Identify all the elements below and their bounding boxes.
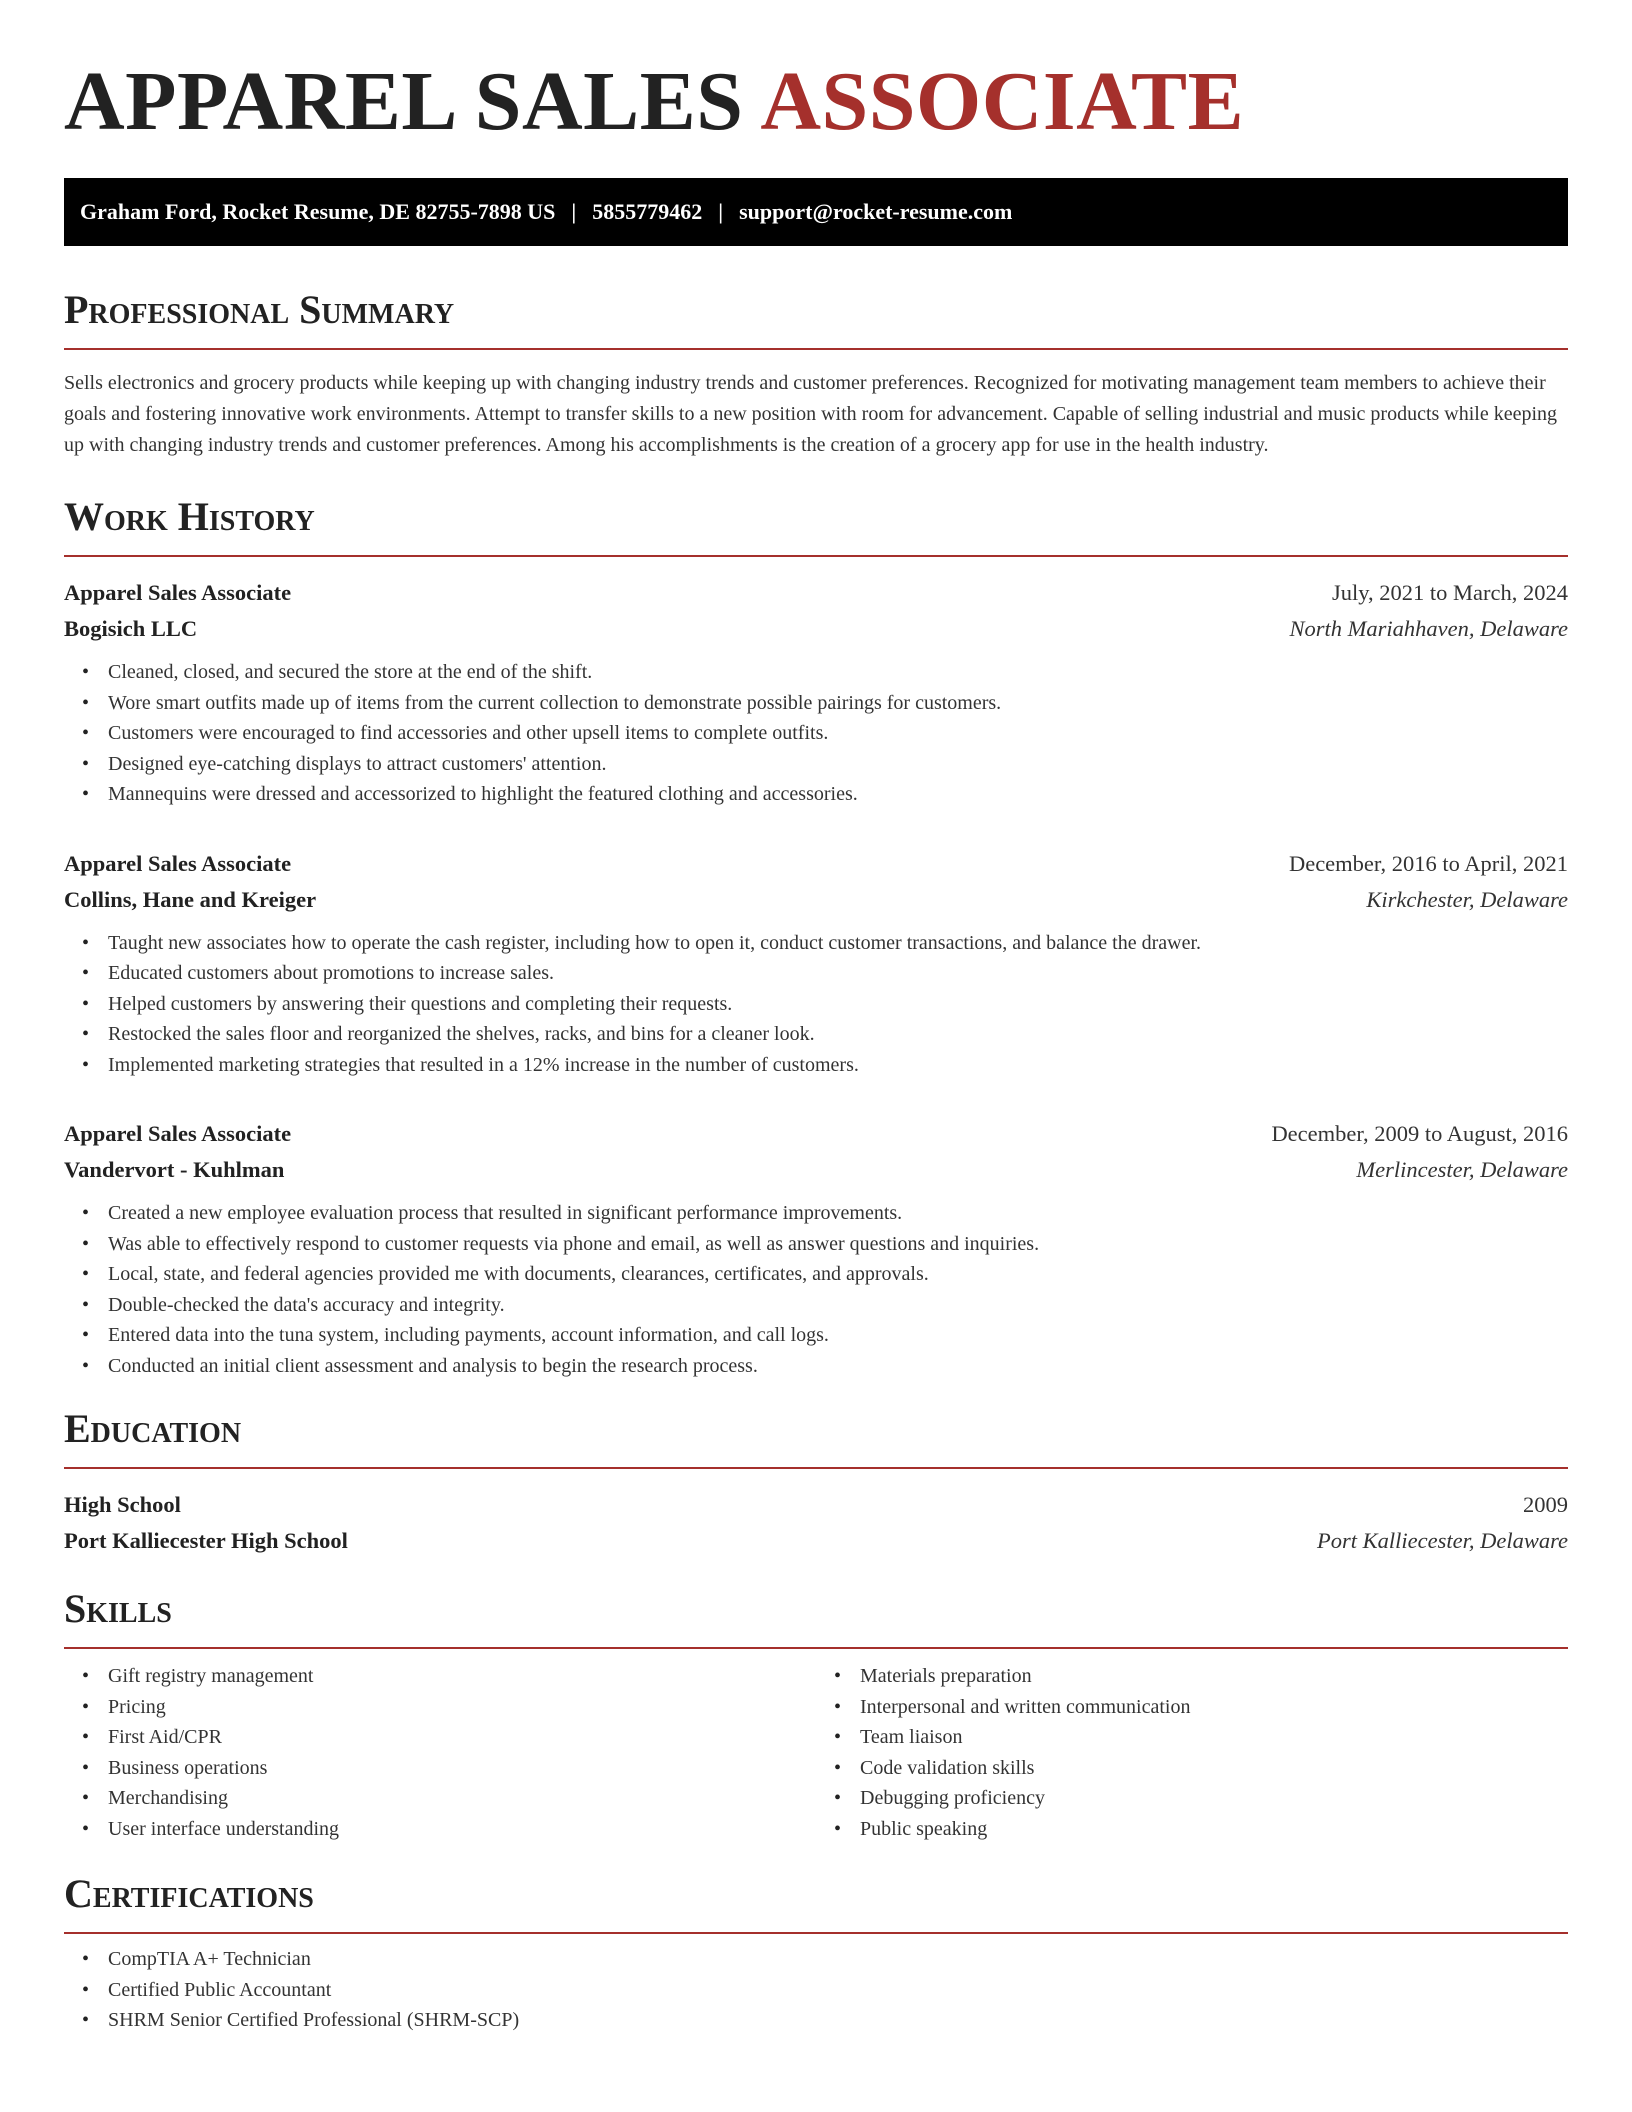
job-bullets — [64, 928, 1568, 1081]
job-entry — [64, 846, 1568, 1081]
skills-left-column — [64, 1661, 816, 1844]
skills-section — [64, 1586, 1568, 1844]
education-entry — [64, 1487, 1568, 1559]
job-bullet: • Local, state, and federal agencies provided me with documents, clearances, certificates, and approvals. — [108, 1259, 1568, 1290]
skill-item: • Pricing — [108, 1692, 816, 1723]
skills-columns — [64, 1661, 1568, 1844]
skill-item: • First Aid/CPR — [108, 1722, 816, 1753]
job-bullet: • Cleaned, closed, and secured the store at the end of the shift. — [108, 657, 1568, 688]
skill-item: • Code validation skills — [860, 1753, 1568, 1784]
title-accent: ASSOCIATE — [760, 55, 1245, 148]
education-year: 2009 — [1523, 1492, 1568, 1518]
education-section — [64, 1406, 1568, 1559]
job-bullet: • Entered data into the tuna system, including payments, account information, and call logs. — [108, 1320, 1568, 1351]
certifications-section — [64, 1871, 1568, 2036]
job-bullet: • Restocked the sales floor and reorganized the shelves, racks, and bins for a cleaner look. — [108, 1019, 1568, 1050]
summary-section — [64, 287, 1568, 461]
education-heading: Education — [64, 1409, 1568, 1469]
contact-bar — [64, 178, 1568, 246]
certifications-list — [64, 1944, 1568, 2036]
skill-item: • Materials preparation — [860, 1661, 1568, 1692]
job-bullet: • Created a new employee evaluation process that resulted in significant performance improvements. — [108, 1198, 1568, 1229]
education-degree: High School — [64, 1492, 181, 1518]
education-school: Port Kalliecester High School — [64, 1528, 348, 1554]
certification-item: • Certified Public Accountant — [108, 1975, 1568, 2006]
job-bullet: • Wore smart outfits made up of items from the current collection to demonstrate possible pairings for customers. — [108, 688, 1568, 719]
title-main: APPAREL SALES — [64, 55, 744, 148]
certification-item: • CompTIA A+ Technician — [108, 1944, 1568, 1975]
job-bullets — [64, 657, 1568, 810]
job-dates: December, 2009 to August, 2016 — [1271, 1121, 1568, 1147]
job-location: Merlincester, Delaware — [1356, 1157, 1568, 1183]
skill-item: • Gift registry management — [108, 1661, 816, 1692]
skill-item: • Merchandising — [108, 1783, 816, 1814]
job-location: North Mariahhaven, Delaware — [1289, 616, 1568, 642]
job-entry — [64, 575, 1568, 810]
contact-address: Graham Ford, Rocket Resume, DE 82755-7898 US — [80, 199, 556, 225]
job-bullet: • Customers were encouraged to find accessories and other upsell items to complete outfits. — [108, 718, 1568, 749]
job-bullets — [64, 1198, 1568, 1381]
work-history-section — [64, 494, 1568, 1381]
work-history-heading: Work History — [64, 497, 1568, 557]
summary-text: Sells electronics and grocery products while keeping up with changing industry trends and customer preferences. Recognized for motivating management team members to achieve their goals and fostering innovative work environments. Attempt to transfer skills to a new position with room for advancement. Capable of selling industrial and music products while keeping up with changing industry trends and customer preferences. Among his accomplishments is the creation of a grocery app for use in the health industry. — [64, 372, 1558, 457]
job-title: Apparel Sales Associate — [64, 850, 292, 876]
certifications-heading: Certifications — [64, 1874, 1568, 1934]
skills-heading: Skills — [64, 1589, 1568, 1649]
job-entry — [64, 1116, 1568, 1381]
job-bullet: • Helped customers by answering their questions and completing their requests. — [108, 989, 1568, 1020]
job-bullet: • Double-checked the data's accuracy and integrity. — [108, 1290, 1568, 1321]
job-bullet: • Designed eye-catching displays to attract customers' attention. — [108, 749, 1568, 780]
job-title: Apparel Sales Associate — [64, 1121, 292, 1147]
job-bullet: • Educated customers about promotions to increase sales. — [108, 958, 1568, 989]
job-dates: December, 2016 to April, 2021 — [1288, 850, 1568, 876]
job-dates: July, 2021 to March, 2024 — [1331, 580, 1568, 606]
job-title: Apparel Sales Associate — [64, 580, 292, 606]
job-company: Vandervort - Kuhlman — [64, 1157, 285, 1183]
skill-item: • Public speaking — [860, 1814, 1568, 1845]
contact-separator: | — [718, 199, 724, 225]
education-location: Port Kalliecester, Delaware — [1316, 1528, 1568, 1554]
job-bullet: • Conducted an initial client assessment and analysis to begin the research process. — [108, 1351, 1568, 1382]
job-location: Kirkchester, Delaware — [1366, 886, 1568, 912]
skill-item: • Debugging proficiency — [860, 1783, 1568, 1814]
job-bullet: • Implemented marketing strategies that resulted in a 12% increase in the number of customers. — [108, 1050, 1568, 1081]
resume-title — [64, 56, 1568, 148]
skills-right-column — [816, 1661, 1568, 1844]
contact-separator: | — [571, 199, 577, 225]
job-company: Collins, Hane and Kreiger — [64, 886, 317, 912]
skill-item: • Interpersonal and written communication — [860, 1692, 1568, 1723]
contact-email[interactable]: support@rocket-resume.com — [739, 199, 1013, 225]
skill-item: • Team liaison — [860, 1722, 1568, 1753]
contact-phone[interactable]: 5855779462 — [592, 199, 703, 225]
summary-heading: Professional Summary — [64, 290, 1568, 350]
job-bullet: • Mannequins were dressed and accessorized to highlight the featured clothing and accessories. — [108, 779, 1568, 810]
skill-item: • Business operations — [108, 1753, 816, 1784]
skill-item: • User interface understanding — [108, 1814, 816, 1845]
job-bullet: • Was able to effectively respond to customer requests via phone and email, as well as answer questions and inquiries. — [108, 1229, 1568, 1260]
job-bullet: • Taught new associates how to operate the cash register, including how to open it, conduct customer transactions, and balance the drawer. — [108, 928, 1568, 959]
job-company: Bogisich LLC — [64, 616, 198, 642]
certification-item: • SHRM Senior Certified Professional (SHRM-SCP) — [108, 2005, 1568, 2036]
